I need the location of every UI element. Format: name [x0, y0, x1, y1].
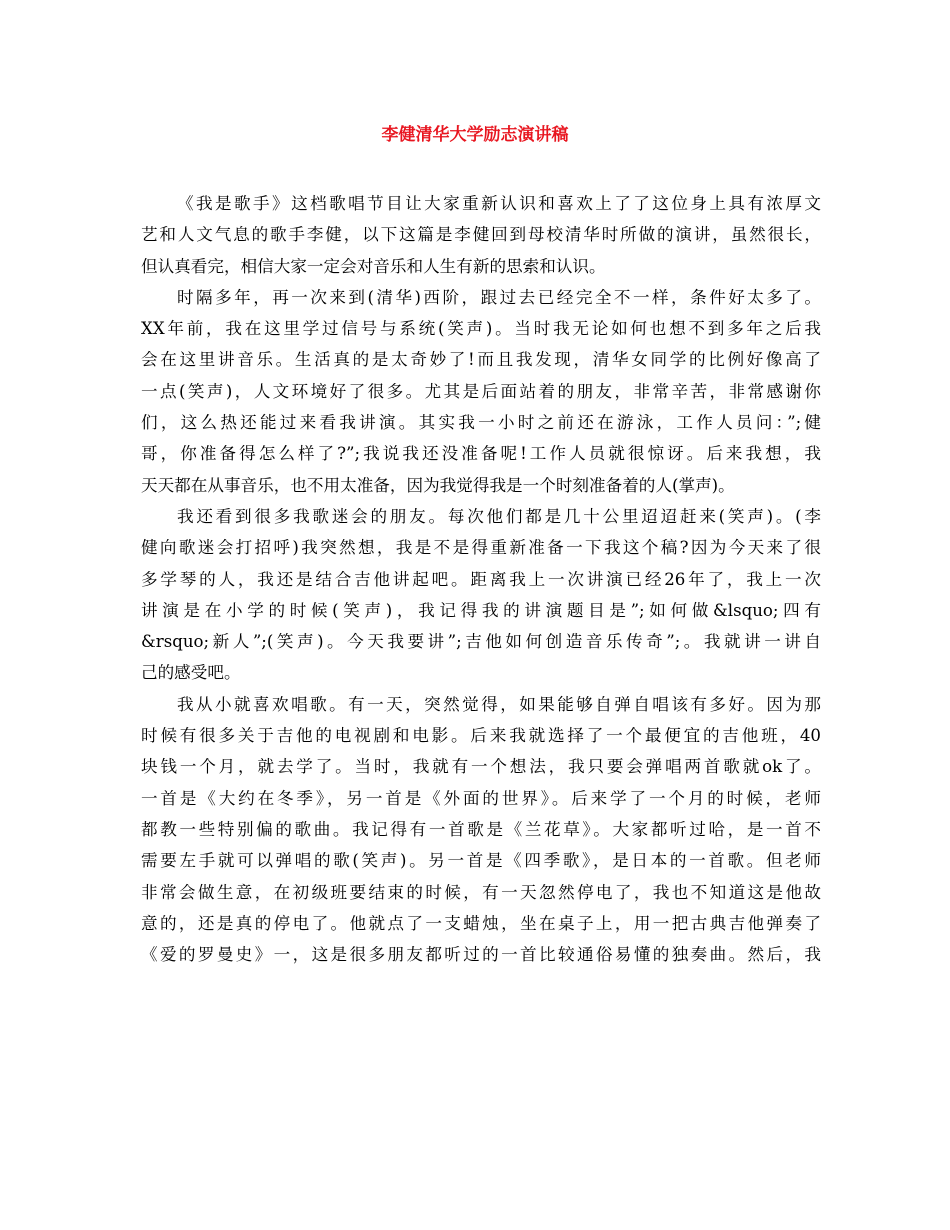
- body-line: 《爱的罗曼史》一，这是很多朋友都听过的一首比较通俗易懂的独奏曲。然后，我: [141, 945, 821, 965]
- body-line: 《我是歌手》这档歌唱节目让大家重新认识和喜欢上了了这位身上具有浓厚文: [177, 194, 821, 213]
- body-line: 时隔多年，再一次来到(清华)西阶，跟过去已经完全不一样，条件好太多了。: [177, 287, 821, 307]
- body-line: 己的感受吧。: [141, 663, 241, 683]
- body-line: 天天都在从事音乐，也不用太准备，因为我觉得我是一个时刻准备着的人(掌声)。: [141, 475, 735, 495]
- body-line: 块钱一个月，就去学了。当时，我就有一个想法，我只要会弹唱两首歌就ok了。: [141, 757, 821, 777]
- body-line: 哥，你准备得怎么样了?”;我说我还没准备呢!工作人员就很惊讶。后来我想，我: [141, 444, 821, 464]
- body-line: 一点(笑声)，人文环境好了很多。尤其是后面站着的朋友，非常辛苦，非常感谢你: [141, 381, 821, 401]
- body-line: 讲演是在小学的时候(笑声)，我记得我的讲演题目是”;如何做&lsquo;四有: [141, 600, 821, 620]
- body-line: 我还看到很多我歌迷会的朋友。每次他们都是几十公里迢迢赶来(笑声)。(李: [177, 506, 821, 526]
- body-line: 健向歌迷会打招呼)我突然想，我是不是得重新准备一下我这个稿?因为今天来了很: [141, 538, 821, 558]
- body-line: XX年前，我在这里学过信号与系统(笑声)。当时我无论如何也想不到多年之后我: [141, 319, 821, 339]
- body-line: 艺和人文气息的歌手李健，以下这篇是李健回到母校清华时所做的演讲，虽然很长，: [141, 225, 821, 245]
- document-title: 李健清华大学励志演讲稿: [381, 125, 569, 145]
- body-line: 时候有很多关于吉他的电视剧和电影。后来我就选择了一个最便宜的吉他班，40: [141, 726, 821, 746]
- body-line: 会在这里讲音乐。生活真的是太奇妙了!而且我发现，清华女同学的比例好像高了: [141, 350, 821, 370]
- document-body: [141, 188, 821, 970]
- body-line: 们，这么热还能过来看我讲演。其实我一小时之前还在游泳，工作人员问：”;健: [141, 413, 821, 433]
- body-line: &rsquo;新人”;(笑声)。今天我要讲”;吉他如何创造音乐传奇”;。我就讲一讲自: [141, 632, 821, 652]
- body-line: 意的，还是真的停电了。他就点了一支蜡烛，坐在桌子上，用一把古典吉他弹奏了: [141, 913, 821, 933]
- body-line: 需要左手就可以弹唱的歌(笑声)。另一首是《四季歌》，是日本的一首歌。但老师: [141, 851, 821, 871]
- body-line: 一首是《大约在冬季》，另一首是《外面的世界》。后来学了一个月的时候，老师: [141, 788, 821, 808]
- body-line: 非常会做生意，在初级班要结束的时候，有一天忽然停电了，我也不知道这是他故: [141, 882, 821, 902]
- body-line: 多学琴的人，我还是结合吉他讲起吧。距离我上一次讲演已经26年了，我上一次: [141, 569, 821, 589]
- body-line: 我从小就喜欢唱歌。有一天，突然觉得，如果能够自弹自唱该有多好。因为那: [177, 694, 821, 714]
- body-line: 但认真看完，相信大家一定会对音乐和人生有新的思索和认识。: [141, 256, 606, 276]
- body-line: 都教一些特别偏的歌曲。我记得有一首歌是《兰花草》。大家都听过哈，是一首不: [141, 819, 821, 839]
